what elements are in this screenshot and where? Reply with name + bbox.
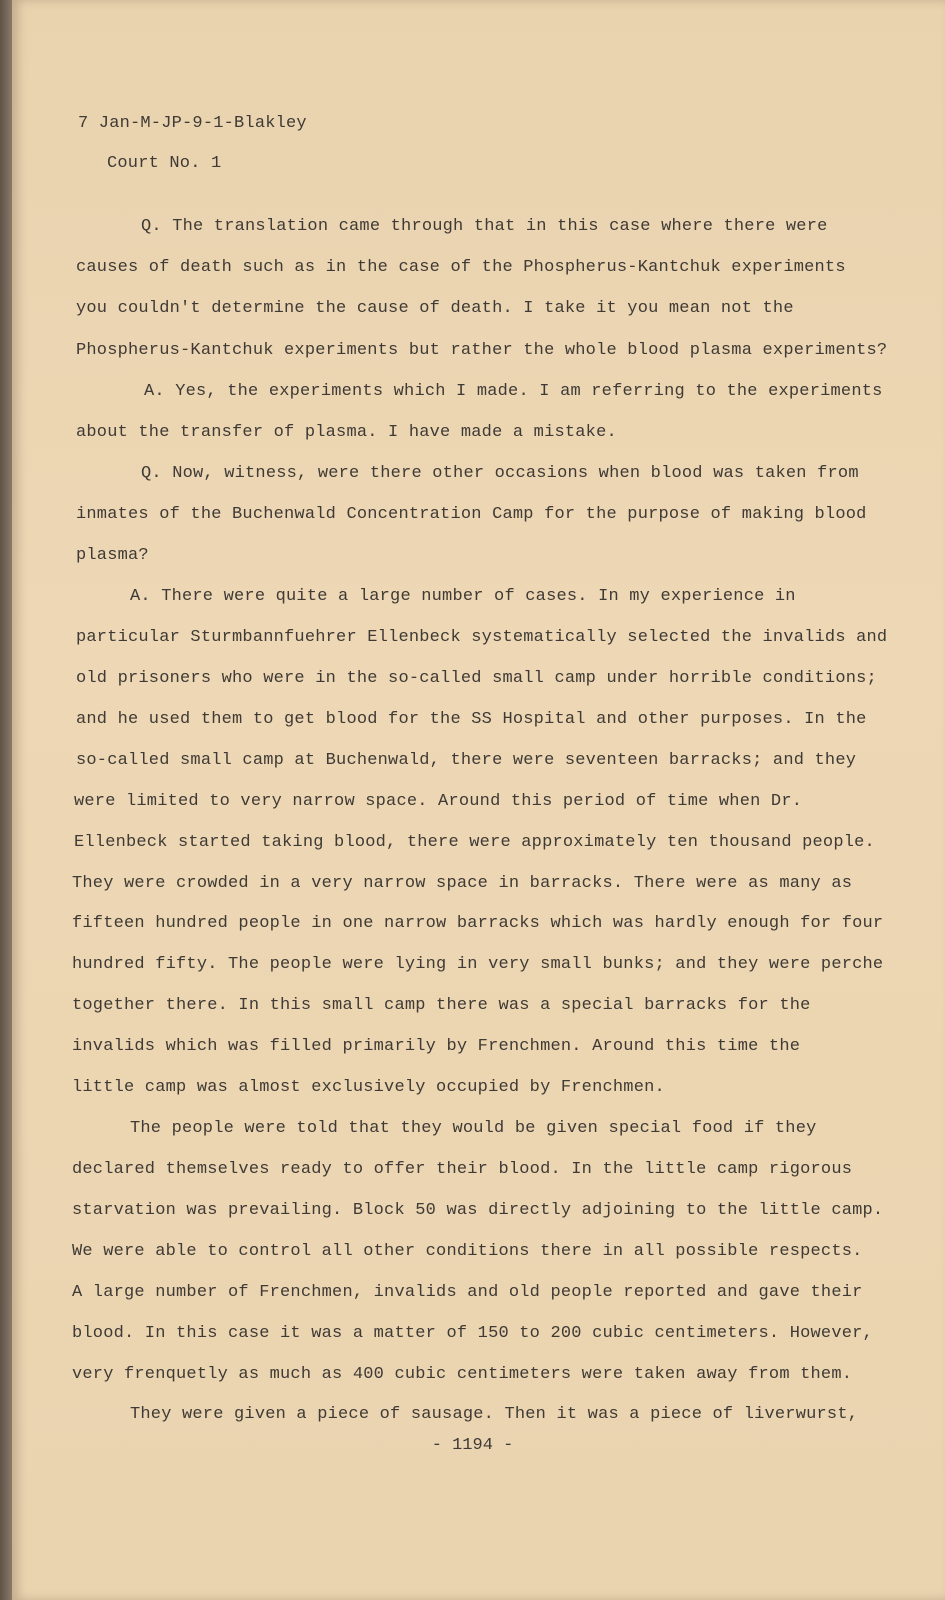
text-line: were limited to very narrow space. Around this period of time when Dr. — [74, 792, 803, 811]
text-line: about the transfer of plasma. I have made a mistake. — [76, 423, 617, 442]
text-line: The people were told that they would be given special food if they — [130, 1119, 817, 1138]
text-line: old prisoners who were in the so-called small camp under horrible conditions; — [76, 669, 877, 688]
text-line: A. Yes, the experiments which I made. I am referring to the experiments — [144, 382, 883, 401]
text-line: Phospherus-Kantchuk experiments but rather the whole blood plasma experiments? — [76, 341, 888, 360]
text-line: so-called small camp at Buchenwald, there were seventeen barracks; and they — [76, 751, 857, 770]
text-line: Q. The translation came through that in this case where there were — [141, 217, 828, 236]
text-line: Q. Now, witness, were there other occasions when blood was taken from — [141, 464, 859, 483]
page-binding-edge — [0, 0, 12, 1600]
text-line: you couldn't determine the cause of death. I take it you mean not the — [76, 299, 794, 318]
text-line: Ellenbeck started taking blood, there were approximately ten thousand people. — [74, 833, 875, 852]
text-line: A large number of Frenchmen, invalids and old people reported and gave their — [72, 1283, 863, 1302]
text-line: fifteen hundred people in one narrow barracks which was hardly enough for four — [72, 914, 884, 933]
text-line: A. There were quite a large number of cases. In my experience in — [130, 587, 796, 606]
text-line: blood. In this case it was a matter of 150 to 200 cubic centimeters. However, — [72, 1324, 873, 1343]
text-line: hundred fifty. The people were lying in very small bunks; and they were perche — [72, 955, 884, 974]
document-header-id: 7 Jan-M-JP-9-1-Blakley — [78, 114, 307, 133]
page-number: - 1194 - — [431, 1436, 514, 1455]
text-line: plasma? — [76, 546, 149, 565]
text-line: causes of death such as in the case of the Phospherus-Kantchuk experiments — [76, 258, 846, 277]
text-line: starvation was prevailing. Block 50 was directly adjoining to the little camp. — [72, 1201, 884, 1220]
text-line: little camp was almost exclusively occupied by Frenchmen. — [72, 1078, 665, 1097]
text-line: inmates of the Buchenwald Concentration Camp for the purpose of making blood — [76, 505, 867, 524]
court-label: Court No. 1 — [107, 154, 222, 173]
text-line: particular Sturmbannfuehrer Ellenbeck systematically selected the invalids and — [76, 628, 888, 647]
text-line: declared themselves ready to offer their blood. In the little camp rigorous — [72, 1160, 853, 1179]
text-line: together there. In this small camp there was a special barracks for the — [72, 996, 811, 1015]
text-line: invalids which was filled primarily by Frenchmen. Around this time the — [72, 1037, 801, 1056]
text-line: very frenquetly as much as 400 cubic centimeters were taken away from them. — [72, 1365, 853, 1384]
text-line: and he used them to get blood for the SS Hospital and other purposes. In the — [76, 710, 867, 729]
text-line: They were given a piece of sausage. Then it was a piece of liverwurst, — [130, 1405, 859, 1424]
text-line: They were crowded in a very narrow space in barracks. There were as many as — [72, 874, 853, 893]
text-line: We were able to control all other conditions there in all possible respects. — [72, 1242, 863, 1261]
